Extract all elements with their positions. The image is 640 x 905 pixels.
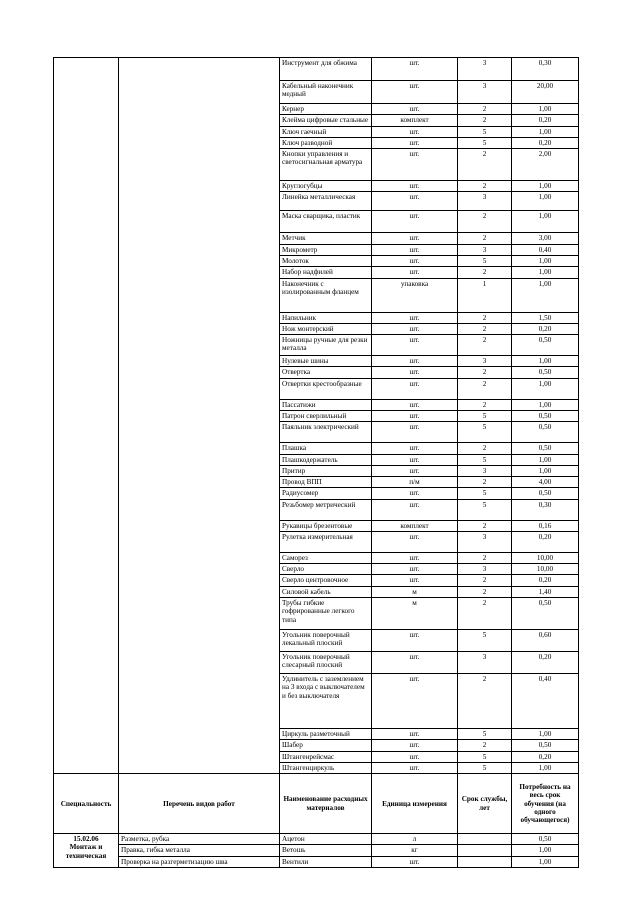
material-name: Шабер [280, 740, 372, 751]
material-name: Микрометр [280, 244, 372, 255]
material-name: Ацетон [280, 834, 372, 845]
material-name: Рулетка измерительная [280, 531, 372, 552]
material-term: 5 [458, 729, 512, 740]
material-name: Клейма цифровые стальные [280, 115, 372, 126]
material-need: 0,20 [512, 575, 579, 586]
material-unit: шт. [372, 149, 458, 181]
material-name: Паяльник электрический [280, 422, 372, 443]
material-term: 2 [458, 586, 512, 597]
material-need: 0,20 [512, 751, 579, 762]
material-name: Плашка [280, 443, 372, 454]
material-term: 5 [458, 137, 512, 148]
material-need: 0,50 [512, 740, 579, 751]
material-name: Метчик [280, 233, 372, 244]
material-name: Отвертки крестообразные [280, 378, 372, 399]
material-name: Удлинитель с заземлением на 3 входа с выключателем и без выключателя [280, 674, 372, 729]
material-unit: комплект [372, 115, 458, 126]
material-term [458, 845, 512, 856]
material-need: 20,00 [512, 81, 579, 104]
material-term: 2 [458, 740, 512, 751]
material-need: 0,16 [512, 520, 579, 531]
material-need: 1,50 [512, 312, 579, 323]
material-name: Трубы гибкие гофрированные легкого типа [280, 598, 372, 630]
specialty-cell [54, 834, 119, 868]
material-term: 2 [458, 443, 512, 454]
material-need: 1,40 [512, 586, 579, 597]
material-unit: шт. [372, 244, 458, 255]
material-term: 3 [458, 81, 512, 104]
material-name: Штангенрейсмас [280, 751, 372, 762]
material-unit: шт. [372, 211, 458, 233]
material-name: Нулевые шины [280, 356, 372, 367]
material-term: 2 [458, 211, 512, 233]
material-term: 2 [458, 552, 512, 563]
material-need: 1,00 [512, 378, 579, 399]
material-need: 0,60 [512, 630, 579, 652]
material-unit: шт. [372, 674, 458, 729]
material-need: 1,00 [512, 465, 579, 476]
material-term: 2 [458, 181, 512, 192]
material-unit: шт. [372, 575, 458, 586]
material-unit: шт. [372, 465, 458, 476]
material-unit: шт. [372, 454, 458, 465]
material-unit: шт. [372, 233, 458, 244]
material-unit: шт. [372, 564, 458, 575]
material-name: Отвертка [280, 367, 372, 378]
material-name: Набор надфилей [280, 267, 372, 278]
specialty-name: Монтаж и техническая [65, 843, 107, 860]
material-term: 3 [458, 465, 512, 476]
material-unit: шт. [372, 58, 458, 81]
material-need: 0,50 [512, 834, 579, 845]
material-need: 10,00 [512, 552, 579, 563]
material-term [458, 856, 512, 867]
material-need: 1,00 [512, 192, 579, 211]
material-unit: комплект [372, 520, 458, 531]
material-term: 2 [458, 104, 512, 115]
material-term: 5 [458, 410, 512, 421]
material-unit: шт. [372, 104, 458, 115]
material-term: 3 [458, 564, 512, 575]
material-name: Радиусомер [280, 488, 372, 499]
table-row [54, 834, 579, 845]
table-row [54, 58, 579, 81]
work-name: Проверка на разгерметизацию шва [119, 856, 280, 867]
material-name: Пассатижи [280, 399, 372, 410]
material-term: 5 [458, 499, 512, 520]
header-specialty: Специальность [54, 774, 119, 834]
material-unit: шт. [372, 399, 458, 410]
material-unit: м [372, 598, 458, 630]
material-term: 2 [458, 323, 512, 334]
works-cell-empty [119, 58, 280, 774]
material-name: Ветошь [280, 845, 372, 856]
material-unit: шт. [372, 137, 458, 148]
material-term: 5 [458, 751, 512, 762]
material-unit: шт. [372, 126, 458, 137]
material-need: 0,50 [512, 410, 579, 421]
material-name: Маска сварщика, пластик [280, 211, 372, 233]
material-unit: шт. [372, 552, 458, 563]
material-term: 2 [458, 598, 512, 630]
material-need: 1,00 [512, 211, 579, 233]
material-need: 0,50 [512, 335, 579, 356]
material-name: Напильник [280, 312, 372, 323]
material-term: 5 [458, 422, 512, 443]
material-term: 3 [458, 58, 512, 81]
material-name: Ключ гаечный [280, 126, 372, 137]
material-name: Молоток [280, 255, 372, 266]
material-term: 3 [458, 652, 512, 674]
material-name: Силовой кабель [280, 586, 372, 597]
specialty-code: 15.02.06 [73, 835, 99, 844]
header-unit: Единица измерения [372, 774, 458, 834]
material-term: 5 [458, 762, 512, 773]
material-term: 5 [458, 126, 512, 137]
material-unit: шт. [372, 335, 458, 356]
material-unit: шт. [372, 367, 458, 378]
material-name: Кабельный наконечник медный [280, 81, 372, 104]
material-term: 2 [458, 312, 512, 323]
material-name: Круглогубцы [280, 181, 372, 192]
material-need: 0,40 [512, 674, 579, 729]
material-term: 2 [458, 115, 512, 126]
material-term: 1 [458, 278, 512, 312]
material-unit: шт. [372, 81, 458, 104]
material-term: 5 [458, 488, 512, 499]
material-name: Ножницы ручные для резки металла [280, 335, 372, 356]
work-name: Правка, гибка металла [119, 845, 280, 856]
material-need: 1,00 [512, 255, 579, 266]
material-name: Патрон сверлильный [280, 410, 372, 421]
material-need: 0,40 [512, 244, 579, 255]
material-name: Саморез [280, 552, 372, 563]
material-need: 1,00 [512, 454, 579, 465]
material-term: 2 [458, 520, 512, 531]
material-unit: шт. [372, 762, 458, 773]
table-row [54, 856, 579, 867]
material-unit: шт. [372, 255, 458, 266]
material-name: Кнопки управления и светосигнальная арматура [280, 149, 372, 181]
material-term: 3 [458, 531, 512, 552]
material-term: 5 [458, 454, 512, 465]
material-name: Циркуль разметочный [280, 729, 372, 740]
material-name: Сверло центровочное [280, 575, 372, 586]
specialty-cell-empty [54, 58, 119, 774]
material-need: 0,30 [512, 499, 579, 520]
material-need: 0,50 [512, 422, 579, 443]
material-unit: шт. [372, 751, 458, 762]
material-term: 2 [458, 477, 512, 488]
material-name: Рукавицы брезентовые [280, 520, 372, 531]
material-term: 2 [458, 674, 512, 729]
material-term: 2 [458, 149, 512, 181]
materials-table [53, 57, 579, 868]
material-need: 0,20 [512, 137, 579, 148]
material-need: 0,50 [512, 443, 579, 454]
material-unit: шт. [372, 267, 458, 278]
material-need: 1,00 [512, 181, 579, 192]
material-name: Резьбомер метрический [280, 499, 372, 520]
material-unit: шт. [372, 856, 458, 867]
material-unit: шт. [372, 192, 458, 211]
material-unit: шт. [372, 422, 458, 443]
material-need: 1,00 [512, 845, 579, 856]
material-unit: шт. [372, 356, 458, 367]
header-materials: Наименование расходных материалов [280, 774, 372, 834]
material-need: 10,00 [512, 564, 579, 575]
material-term: 5 [458, 255, 512, 266]
material-name: Нож монтерский [280, 323, 372, 334]
material-name: Угольник поверочный слесарный плоский [280, 652, 372, 674]
material-term: 3 [458, 356, 512, 367]
header-need: Потребность на весь срок обучения (на одного обучающегося) [512, 774, 579, 834]
material-need: 1,00 [512, 104, 579, 115]
material-unit: шт. [372, 499, 458, 520]
material-need: 2,00 [512, 149, 579, 181]
material-unit: шт. [372, 410, 458, 421]
material-unit: шт. [372, 652, 458, 674]
material-unit: шт. [372, 729, 458, 740]
material-name: Провод ВПП [280, 477, 372, 488]
material-need: 1,00 [512, 278, 579, 312]
material-unit: шт. [372, 378, 458, 399]
material-name: Плашкодержатель [280, 454, 372, 465]
material-need: 1,00 [512, 729, 579, 740]
material-unit: шт. [372, 630, 458, 652]
material-unit: упаковка [372, 278, 458, 312]
material-need: 0,20 [512, 531, 579, 552]
material-need: 3,00 [512, 233, 579, 244]
header-row [54, 774, 579, 834]
material-term: 2 [458, 233, 512, 244]
material-need: 0,20 [512, 323, 579, 334]
material-need: 1,00 [512, 356, 579, 367]
material-need: 0,30 [512, 58, 579, 81]
material-term: 2 [458, 378, 512, 399]
material-need: 1,00 [512, 399, 579, 410]
material-name: Кернер [280, 104, 372, 115]
material-name: Штангенциркуль [280, 762, 372, 773]
material-name: Вентили [280, 856, 372, 867]
material-term: 5 [458, 630, 512, 652]
material-unit: п/м [372, 477, 458, 488]
material-term: 3 [458, 192, 512, 211]
material-name: Наконечник с изолированным фланцем [280, 278, 372, 312]
material-name: Угольник поверочный лекальный плоский [280, 630, 372, 652]
material-need: 0,50 [512, 598, 579, 630]
material-name: Притир [280, 465, 372, 476]
material-unit: м [372, 586, 458, 597]
material-need: 4,00 [512, 477, 579, 488]
material-unit: шт. [372, 443, 458, 454]
material-term: 3 [458, 244, 512, 255]
material-unit: шт. [372, 312, 458, 323]
material-need: 0,50 [512, 488, 579, 499]
header-term: Срок службы, лет [458, 774, 512, 834]
material-unit: шт. [372, 323, 458, 334]
material-need: 1,00 [512, 762, 579, 773]
material-unit: шт. [372, 488, 458, 499]
material-term: 2 [458, 367, 512, 378]
material-term: 2 [458, 575, 512, 586]
material-name: Сверло [280, 564, 372, 575]
material-name: Линейка металлическая [280, 192, 372, 211]
material-unit: л [372, 834, 458, 845]
material-need: 0,20 [512, 652, 579, 674]
material-need: 1,00 [512, 267, 579, 278]
material-need: 1,00 [512, 126, 579, 137]
material-unit: кг [372, 845, 458, 856]
material-need: 0,20 [512, 115, 579, 126]
table-row [54, 845, 579, 856]
material-need: 1,00 [512, 856, 579, 867]
material-unit: шт. [372, 531, 458, 552]
material-term [458, 834, 512, 845]
work-name: Разметка, рубка [119, 834, 280, 845]
material-term: 2 [458, 399, 512, 410]
material-term: 2 [458, 335, 512, 356]
material-unit: шт. [372, 740, 458, 751]
header-works: Перечень видов работ [119, 774, 280, 834]
material-name: Ключ разводной [280, 137, 372, 148]
material-name: Инструмент для обжима [280, 58, 372, 81]
material-term: 2 [458, 267, 512, 278]
material-need: 0,50 [512, 367, 579, 378]
material-unit: шт. [372, 181, 458, 192]
